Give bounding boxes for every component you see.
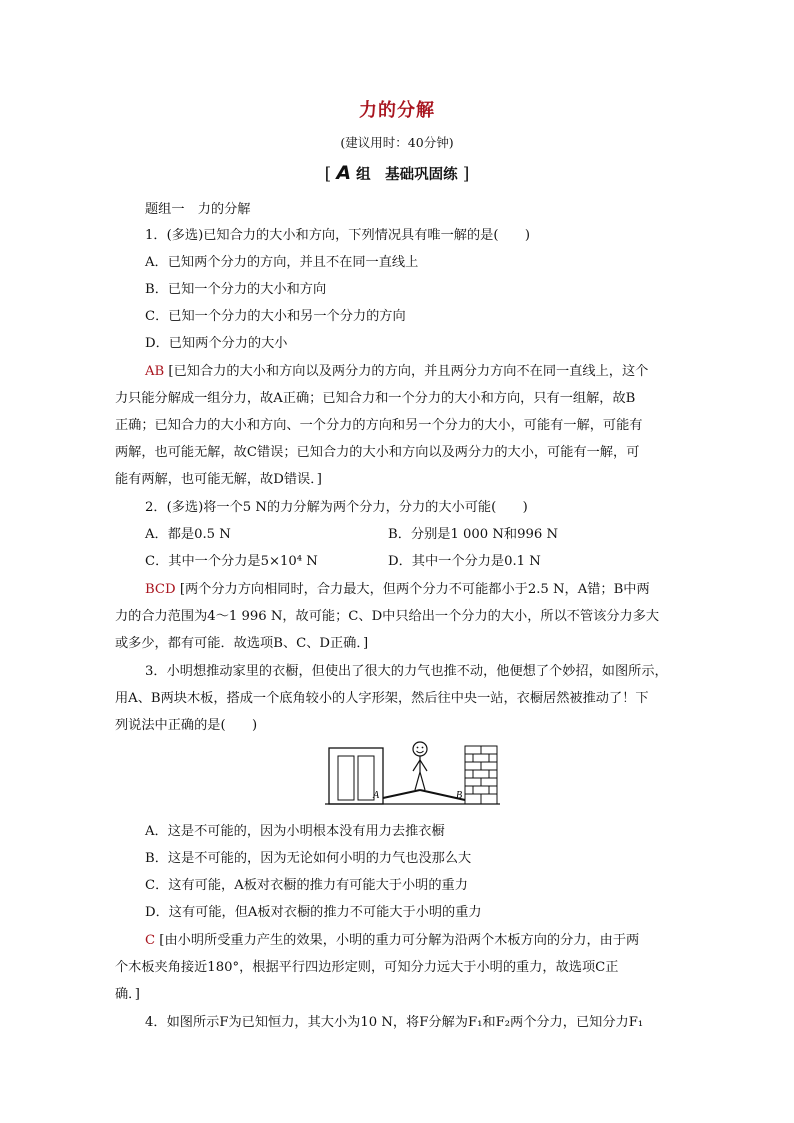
- q1-stem: 1．(多选)已知合力的大小和方向，下列情况具有唯一解的是( ): [145, 228, 531, 243]
- brick-wall: [465, 746, 497, 804]
- q1-explanation-line: 正确；已知合力的大小和方向、一个分力的方向和另一个分力的大小，可能有一解，可能有: [115, 418, 643, 433]
- q2-stem: 2．(多选)将一个5 N的力分解为两个分力，分力的大小可能( ): [145, 500, 528, 515]
- q3-explanation-line: [145, 929, 639, 948]
- q2-answer: BCD: [145, 582, 176, 597]
- q2-option-b: B．分别是1 000 N和996 N: [388, 527, 559, 542]
- q2-explanation-line: [145, 578, 650, 597]
- q1-answer: AB: [145, 364, 165, 379]
- q1-explanation-line: 两解，也可能无解，故C错误；已知合力的大小和方向以及两分力的大小，可能有一解，可: [115, 445, 640, 460]
- q2-explanation-line: 或多少，都有可能．故选项B、C、D正确．]: [115, 636, 369, 651]
- q1-option-a: A．已知两个分力的方向，并且不在同一直线上: [145, 255, 419, 270]
- topic-heading: 题组一 力的分解: [145, 202, 251, 217]
- q2-option-c: C．其中一个分力是5×10⁴ N: [145, 554, 318, 569]
- q1-option-b: B．已知一个分力的大小和方向: [145, 282, 327, 297]
- wardrobe-figure: [325, 738, 505, 812]
- wardrobe-door-left: [338, 756, 354, 800]
- group-letter: A: [336, 162, 352, 184]
- q1-option-c: C．已知一个分力的大小和另一个分力的方向: [145, 309, 406, 324]
- q2-explanation-text: [两个分力方向相同时，合力最大，但两个分力不可能都小于2.5 N，A错；B中两: [179, 582, 650, 597]
- q2-explanation-line: 力的合力范围为4～1 996 N，故可能；C、D中只给出一个分力的大小，所以不管该分力多大: [115, 609, 660, 624]
- label-b: B: [456, 790, 463, 801]
- q1-option-d: D．已知两个分力的大小: [145, 336, 288, 351]
- q3-explanation-text: [由小明所受重力产生的效果，小明的重力可分解为沿两个木板方向的分力，由于两: [159, 933, 640, 948]
- q2-option-a: A．都是0.5 N: [145, 527, 231, 542]
- q4-stem: 4．如图所示F为已知恒力，其大小为10 N，将F分解为F₁和F₂两个分力，已知分力F₁: [145, 1015, 644, 1030]
- q3-explanation-line: 确．]: [115, 987, 140, 1002]
- q3-option-a: A．这是不可能的，因为小明根本没有用力去推衣橱: [145, 824, 445, 839]
- q3-option-d: D．这有可能，但A板对衣橱的推力不可能大于小明的重力: [145, 905, 482, 920]
- group-bracket-right: ]: [462, 164, 470, 184]
- person-head: [413, 742, 427, 756]
- wardrobe-door-right: [358, 756, 374, 800]
- q1-explanation-line: 力只能分解成一组分力，故A正确；已知合力和一个分力的大小和方向，只有一组解，故B: [115, 391, 636, 406]
- q1-explanation-text: [已知合力的大小和方向以及两分力的方向，并且两分力方向不在同一直线上，这个: [168, 364, 649, 379]
- q3-stem-line: 列说法中正确的是( ): [115, 718, 258, 733]
- q2-option-d: D．其中一个分力是0.1 N: [388, 554, 541, 569]
- group-header: [0, 162, 794, 184]
- page-title: 力的分解: [359, 100, 435, 121]
- q3-stem-line: 用A、B两块木板，搭成一个底角较小的人字形架，然后往中央一站，衣橱居然被推动了！下: [115, 691, 649, 706]
- q3-option-b: B．这是不可能的，因为无论如何小明的力气也没那么大: [145, 851, 472, 866]
- q3-answer: C: [145, 933, 156, 948]
- q3-explanation-line: 个木板夹角接近180°，根据平行四边形定则，可知分力远大于小明的重力，故选项C正: [115, 960, 619, 975]
- group-text: 组 基础巩固练: [356, 166, 458, 183]
- label-a: A: [373, 790, 380, 801]
- q1-explanation-line: [145, 360, 648, 379]
- q3-stem-line: 3．小明想推动家里的衣橱，但使出了很大的力气也推不动，他便想了个妙招，如图所示，: [145, 664, 668, 679]
- q3-option-c: C．这有可能，A板对衣橱的推力有可能大于小明的重力: [145, 878, 468, 893]
- group-bracket-left: [: [324, 164, 332, 184]
- q1-explanation-line: 能有两解，也可能无解，故D错误．]: [115, 472, 322, 487]
- time-suggestion: (建议用时：40分钟): [340, 135, 454, 150]
- board-a: [383, 790, 420, 798]
- wardrobe-diagram: [325, 738, 505, 808]
